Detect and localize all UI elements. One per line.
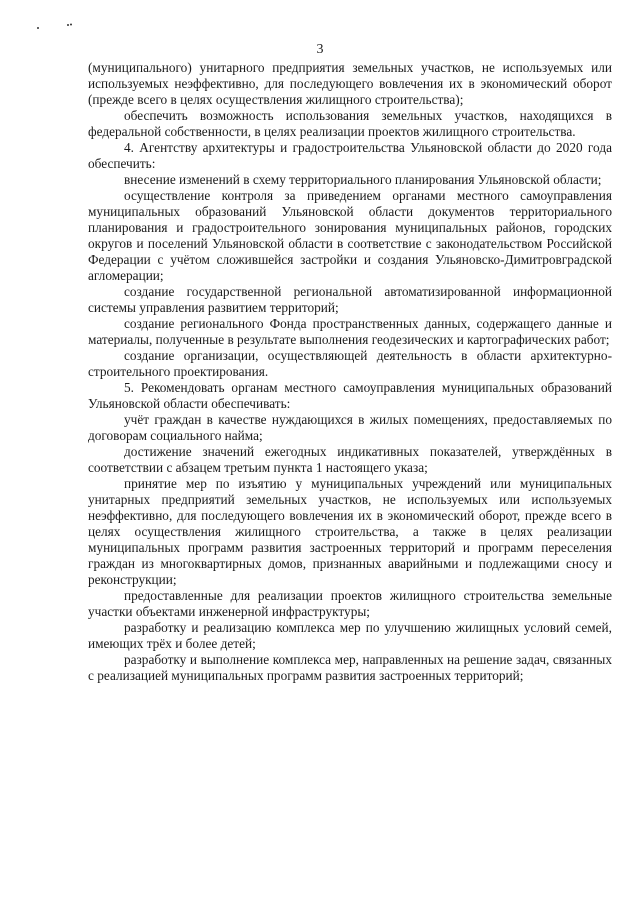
- paragraph-9: 5. Рекомендовать органам местного самоуправления муниципальных образований Ульяновской области обеспечивать:: [88, 380, 612, 411]
- paragraph-7: создание регионального Фонда пространственных данных, содержащего данные и материалы, полученные в результате выполнения геодезических и картографических работ;: [88, 316, 612, 347]
- paragraph-12: принятие мер по изъятию у муниципальных учреждений или муниципальных унитарных предприятий земельных участков, не используемых или используемых неэффективно, для последующего вовлечения их в экономический оборот, прежде всего в целях осуществления жилищного строительства, а также в целях реализации муниципальных программ развития застроенных территорий и программ переселения граждан из многоквартирных домов, признанных аварийными и подлежащими сносу и реконструкции;: [88, 476, 612, 587]
- paragraph-5: осуществление контроля за приведением органами местного самоуправления муниципальных образований Ульяновской области документов территориального планирования и градостроительного зонирования муниципальных районов, городских округов и поселений Ульяновской области в соответствие с законодательством Российской Федерации с учётом сложившейся застройки и создания Ульяновско-Димитровградской агломерации;: [88, 188, 612, 283]
- paragraph-3: 4. Агентству архитектуры и градостроительства Ульяновской области до 2020 года обеспечить:: [88, 140, 612, 171]
- scan-artifact-mark: [36, 22, 76, 30]
- paragraph-1: (муниципального) унитарного предприятия земельных участков, не используемых или используемых неэффективно, для последующего вовлечения их в экономический оборот (прежде всего в целях осуществления жилищного строительства);: [88, 60, 612, 107]
- paragraph-6: создание государственной региональной автоматизированной информационной системы управления развитием территорий;: [88, 284, 612, 315]
- paragraph-15: разработку и выполнение комплекса мер, направленных на решение задач, связанных с реализацией муниципальных программ развития застроенных территорий;: [88, 652, 612, 683]
- paragraph-14: разработку и реализацию комплекса мер по улучшению жилищных условий семей, имеющих трёх и более детей;: [88, 620, 612, 651]
- paragraph-11: достижение значений ежегодных индикативных показателей, утверждённых в соответствии с абзацем третьим пункта 1 настоящего указа;: [88, 444, 612, 475]
- paragraph-8: создание организации, осуществляющей деятельность в области архитектурно-строительного проектирования.: [88, 348, 612, 379]
- document-body: [88, 60, 612, 684]
- paragraph-10: учёт граждан в качестве нуждающихся в жилых помещениях, предоставляемых по договорам социального найма;: [88, 412, 612, 443]
- paragraph-13: предоставленные для реализации проектов жилищного строительства земельные участки объектами инженерной инфраструктуры;: [88, 588, 612, 619]
- page-number: 3: [316, 42, 324, 57]
- paragraph-2: обеспечить возможность использования земельных участков, находящихся в федеральной собственности, в целях реализации проектов жилищного строительства.: [88, 108, 612, 139]
- paragraph-4: внесение изменений в схему территориального планирования Ульяновской области;: [124, 172, 602, 187]
